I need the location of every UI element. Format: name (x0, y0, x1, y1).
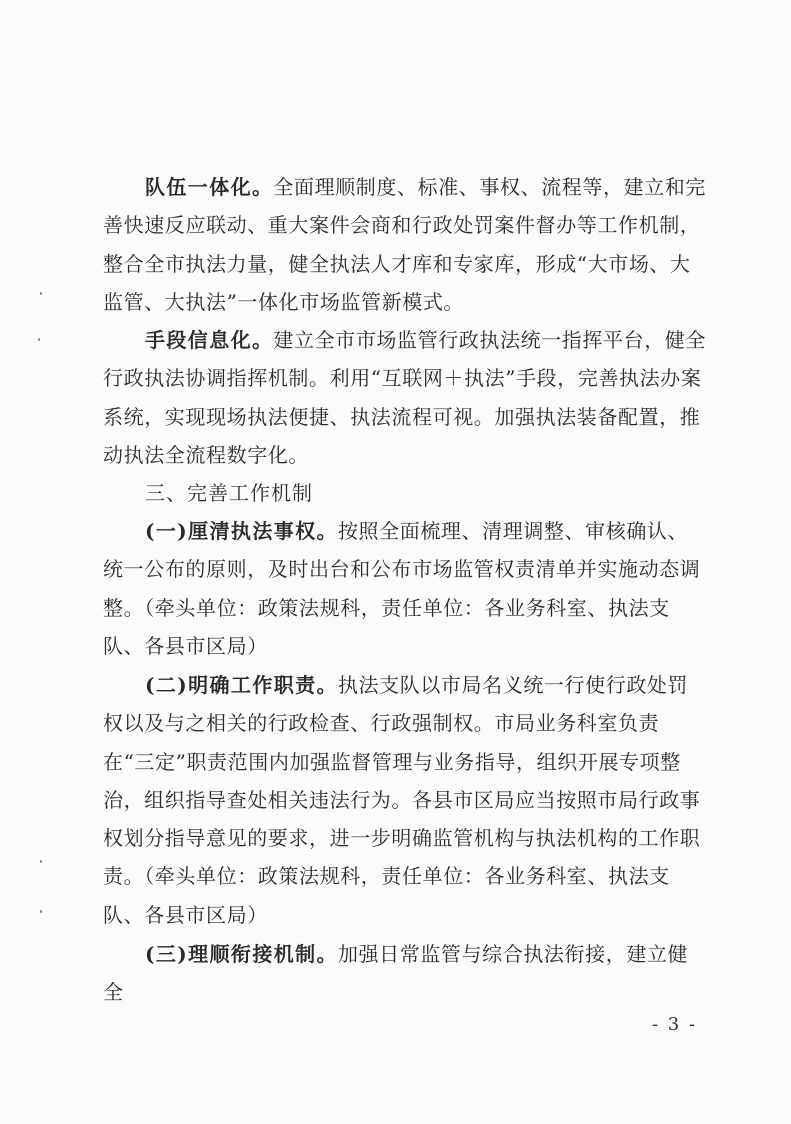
paragraph-lead: 队伍一体化。 (145, 175, 274, 199)
paragraph-body: 执法支队以市局名义统一行使行政处罚权以及与之相关的行政检查、行政强制权。市局业务科室负责在“三定”职责范围内加强监督管理与业务指导，组织开展专项整治，组织指导查处相关违法行为。各县市区局应当按照市局行政事权划分指导意见的要求，进一步明确监管机构与执法机构的工作职责。（牵头单位：政策法规科，责任单位：各业务科室、执法支队、各县市区局） (103, 673, 701, 927)
paragraph-lead: (一)厘清执法事权。 (145, 519, 338, 543)
scan-speck (40, 860, 42, 863)
paragraph-lead: (三)理顺衔接机制。 (145, 942, 338, 966)
scan-speck (40, 910, 42, 913)
paragraph-coordination (103, 935, 707, 1012)
page-number: - 3 - (652, 1014, 698, 1035)
paragraph-clarify-powers (103, 512, 707, 665)
paragraph-body: 全面理顺制度、标准、事权、流程等，建立和完善快速反应联动、重大案件会商和行政处罚案件督办等工作机制，整合全市执法力量，健全执法人才库和专家库，形成“大市场、大监管、大执法”一体化市场监管新模式。 (103, 175, 707, 314)
paragraph-body: 建立全市市场监管行政执法统一指挥平台，健全行政执法协调指挥机制。利用“互联网＋执法”手段，完善执法办案系统，实现现场执法便捷、执法流程可视。加强执法装备配置，推动执法全流程数字化。 (103, 328, 707, 467)
paragraph-body: 加强日常监管与综合执法衔接，建立健全 (103, 942, 689, 1005)
scan-speck (40, 292, 42, 295)
paragraph-digital-means (103, 321, 707, 474)
paragraph-lead: 手段信息化。 (145, 328, 274, 352)
paragraph-define-duties (103, 666, 707, 934)
paragraph-lead: (二)明确工作职责。 (145, 673, 338, 697)
paragraph-body: 按照全面梳理、清理调整、审核确认、统一公布的原则，及时出台和公布市场监管权责清单并实施动态调整。（牵头单位：政策法规科，责任单位：各业务科室、执法支队、各县市区局） (103, 519, 701, 658)
section-heading: 三、完善工作机制 (145, 481, 313, 505)
paragraph-team-integration (103, 168, 707, 321)
scan-speck (38, 338, 40, 341)
